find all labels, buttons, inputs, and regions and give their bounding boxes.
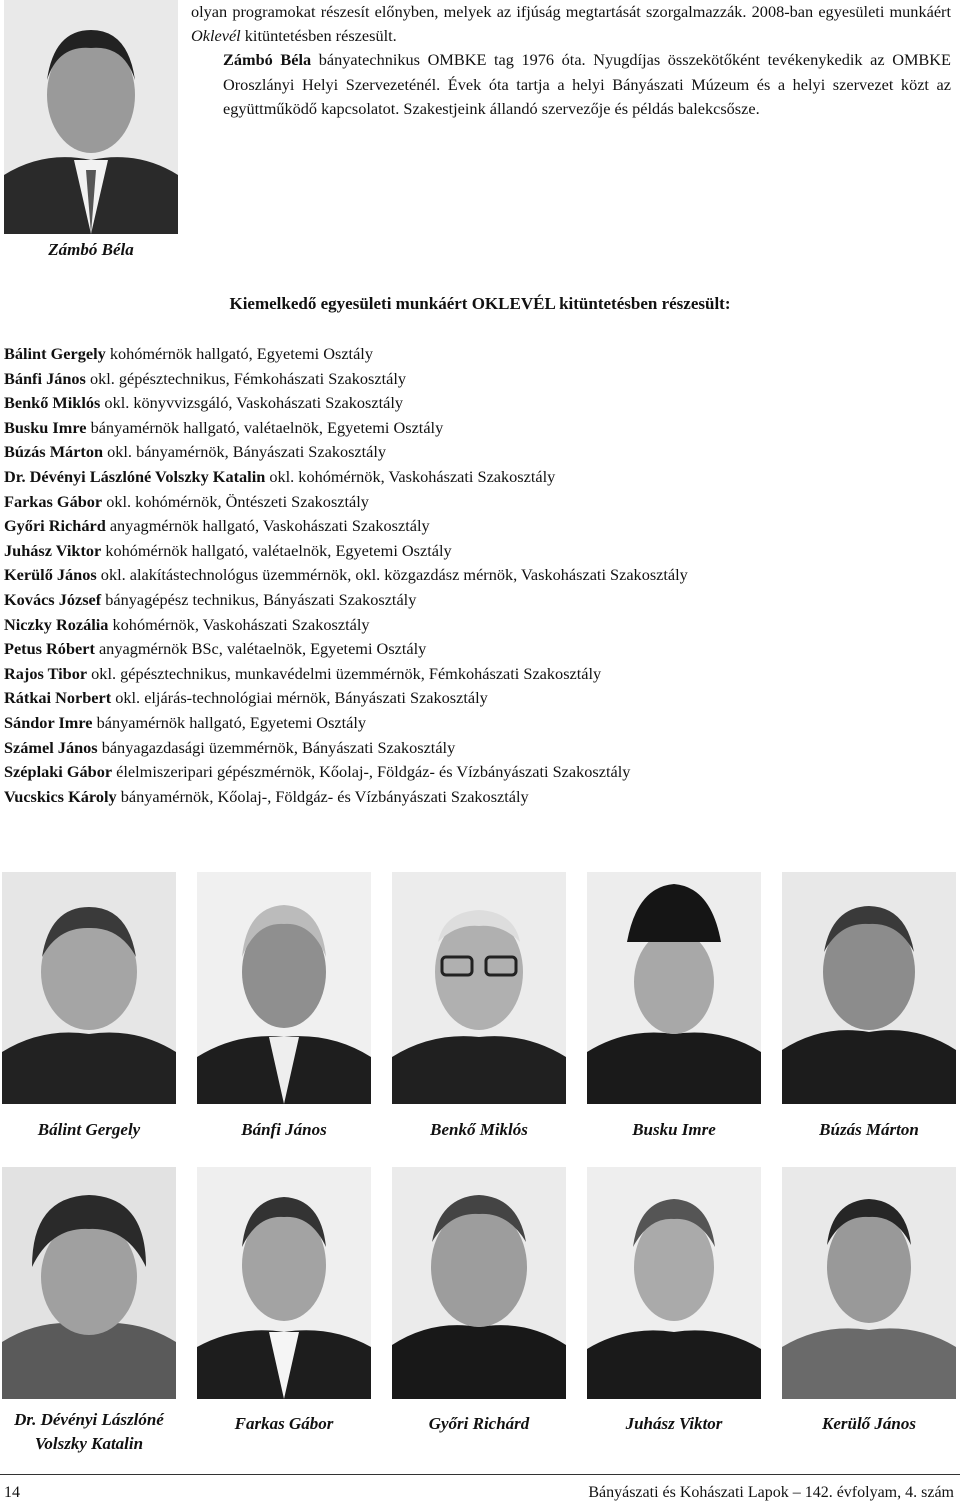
awardee-desc: bányamérnök hallgató, Egyetemi Osztály xyxy=(92,712,367,732)
photo-busku-imre xyxy=(587,872,761,1104)
awardee-item xyxy=(4,736,954,761)
caption-banfi-janos: Bánfi János xyxy=(241,1120,327,1139)
awardee-desc: okl. gépésztechnikus, munkavédelmi üzemmérnök, Fémkohászati Szakosztály xyxy=(87,663,602,683)
awardee-name: Farkas Gábor xyxy=(4,491,103,511)
portrait-image xyxy=(4,0,178,234)
photo-devenyi-laszlone xyxy=(2,1167,176,1399)
awardee-desc: anyagmérnök BSc, valétaelnök, Egyetemi Osztály xyxy=(94,639,427,659)
caption-balint-gergely: Bálint Gergely xyxy=(37,1120,141,1139)
awardee-name: Bánfi János xyxy=(4,368,86,388)
awardee-item xyxy=(4,514,954,539)
photo-image xyxy=(782,1167,956,1399)
photo-juhasz-viktor xyxy=(587,1167,761,1399)
awardee-item xyxy=(4,465,954,490)
awardee-desc: élelmiszeripari gépészmérnök, Kőolaj-, Földgáz- és Vízbányászati Szakosztály xyxy=(112,762,631,782)
awardee-name: Rajos Tibor xyxy=(4,663,88,683)
awardee-item xyxy=(4,563,954,588)
awardee-item xyxy=(4,539,954,564)
awardee-item xyxy=(4,686,954,711)
caption-line-2: Volszky Katalin xyxy=(34,1434,144,1453)
awardee-desc: okl. eljárás-technológiai mérnök, Bányászati Szakosztály xyxy=(111,688,488,708)
page-number: 14 xyxy=(4,1484,20,1501)
caption-line-1: Dr. Dévényi Lászlóné xyxy=(14,1410,164,1429)
awardee-item xyxy=(4,440,954,465)
caption-farkas-gabor: Farkas Gábor xyxy=(234,1414,334,1433)
intro-paragraph-1: olyan programokat részesít előnyben, melyek az ifjúság megtartását szorgalmazzák. 2008-ban egyesületi munkáért Oklevél kitüntetésben részesült. xyxy=(191,2,951,46)
photo-image xyxy=(587,1167,761,1399)
awardee-item xyxy=(4,711,954,736)
photo-image xyxy=(2,1167,176,1399)
photo-banfi-janos xyxy=(197,872,371,1104)
awardee-desc: bányamérnök hallgató, valétaelnök, Egyetemi Osztály xyxy=(86,417,444,437)
photo-image xyxy=(392,872,566,1104)
awardee-name: Bálint Gergely xyxy=(4,344,106,363)
awardee-desc: kohómérnök hallgató, valétaelnök, Egyetemi Osztály xyxy=(101,540,452,560)
awardee-desc: kohómérnök hallgató, Egyetemi Osztály xyxy=(105,344,373,363)
awardee-desc: okl. bányamérnök, Bányászati Szakosztály xyxy=(103,442,387,462)
awardee-item xyxy=(4,490,954,515)
awardee-desc: okl. kohómérnök, Öntészeti Szakosztály xyxy=(102,491,369,511)
italic-oklevel: Oklevél xyxy=(191,26,241,46)
photo-gyori-richard xyxy=(392,1167,566,1399)
awardee-item xyxy=(4,588,954,613)
awardee-item xyxy=(4,785,954,810)
portrait-caption: Zámbó Béla xyxy=(48,240,134,259)
awardee-item xyxy=(4,662,954,687)
caption-buzas-marton: Búzás Márton xyxy=(819,1120,919,1139)
awardee-desc: bányagazdasági üzemmérnök, Bányászati Szakosztály xyxy=(97,737,456,757)
awardee-name: Vucskics Károly xyxy=(4,786,117,806)
awardee-name: Győri Richárd xyxy=(4,516,106,536)
photo-balint-gergely xyxy=(2,872,176,1104)
awardee-item xyxy=(4,367,954,392)
photo-farkas-gabor xyxy=(197,1167,371,1399)
caption-juhasz-viktor: Juhász Viktor xyxy=(625,1414,723,1433)
awardee-name: Petus Róbert xyxy=(4,639,95,659)
photo-buzas-marton xyxy=(782,872,956,1104)
photo-benko-miklos xyxy=(392,872,566,1104)
footer-divider xyxy=(0,1474,960,1475)
photo-image xyxy=(392,1167,566,1399)
awardee-name: Búzás Márton xyxy=(4,442,104,462)
awardee-item xyxy=(4,416,954,441)
awardee-desc: okl. alakítástechnológus üzemmérnök, okl. közgazdász mérnök, Vaskohászati Szakosztály xyxy=(96,565,688,585)
caption-devenyi-laszlone xyxy=(2,1408,176,1456)
awardee-name: Széplaki Gábor xyxy=(4,762,113,782)
awardee-desc: okl. gépésztechnikus, Fémkohászati Szakosztály xyxy=(85,368,407,388)
photo-kerulo-janos xyxy=(782,1167,956,1399)
intro-person-name: Zámbó Béla xyxy=(223,50,312,70)
awardee-name: Kovács József xyxy=(4,589,102,609)
award-heading: Kiemelkedő egyesületi munkáért OKLEVÉL kitüntetésben részesült: xyxy=(229,294,731,313)
awardee-name: Kerülő János xyxy=(4,565,97,585)
caption-benko-miklos: Benkő Miklós xyxy=(430,1120,528,1139)
awardee-desc: okl. kohómérnök, Vaskohászati Szakosztály xyxy=(265,466,556,486)
portrait-zambo-bela xyxy=(4,0,178,234)
photo-image xyxy=(587,872,761,1104)
awardee-desc: bányamérnök, Kőolaj-, Földgáz- és Vízbányászati Szakosztály xyxy=(116,786,529,806)
awardee-name: Dr. Dévényi Lászlóné Volszky Katalin xyxy=(4,466,266,486)
awardee-name: Sándor Imre xyxy=(4,712,93,732)
intro-paragraph-2 xyxy=(191,48,951,121)
photo-image xyxy=(197,1167,371,1399)
awardee-item xyxy=(4,760,954,785)
awardee-desc: okl. könyvvizsgáló, Vaskohászati Szakosztály xyxy=(100,393,404,413)
photo-image xyxy=(197,872,371,1104)
awardee-desc: anyagmérnök hallgató, Vaskohászati Szakosztály xyxy=(105,516,430,536)
awardee-item xyxy=(4,391,954,416)
awardee-item xyxy=(4,613,954,638)
awardee-item xyxy=(4,637,954,662)
caption-kerulo-janos: Kerülő János xyxy=(822,1414,916,1433)
awardee-desc: bányagépész technikus, Bányászati Szakosztály xyxy=(101,589,417,609)
caption-busku-imre: Busku Imre xyxy=(632,1120,716,1139)
caption-gyori-richard: Győri Richárd xyxy=(428,1414,530,1433)
awardee-item xyxy=(4,342,954,367)
journal-title: Bányászati és Kohászati Lapok – 142. évfolyam, 4. szám xyxy=(588,1484,954,1501)
awardee-name: Busku Imre xyxy=(4,417,87,437)
intro-text xyxy=(191,0,951,121)
intro-person-description: bányatechnikus OMBKE tag 1976 óta. Nyugdíjas összekötőként tevékenykedik az OMBKE Oroszlányi Helyi Szervezeténél. Évek óta tartja a helyi Bányászati Múzeum és a helyi szervezet közt az együttműködő kapcsolatot. Szakestjeink állandó szervezője és példás balekcsősze. xyxy=(223,50,951,118)
awardee-desc: kohómérnök, Vaskohászati Szakosztály xyxy=(108,614,370,634)
awardee-name: Rátkai Norbert xyxy=(4,688,112,708)
awardee-name: Niczky Rozália xyxy=(4,614,109,634)
awardee-list xyxy=(4,342,954,809)
awardee-name: Számel János xyxy=(4,737,98,757)
photo-image xyxy=(2,872,176,1104)
photo-image xyxy=(782,872,956,1104)
awardee-name: Juhász Viktor xyxy=(4,540,102,560)
awardee-name: Benkő Miklós xyxy=(4,393,101,413)
